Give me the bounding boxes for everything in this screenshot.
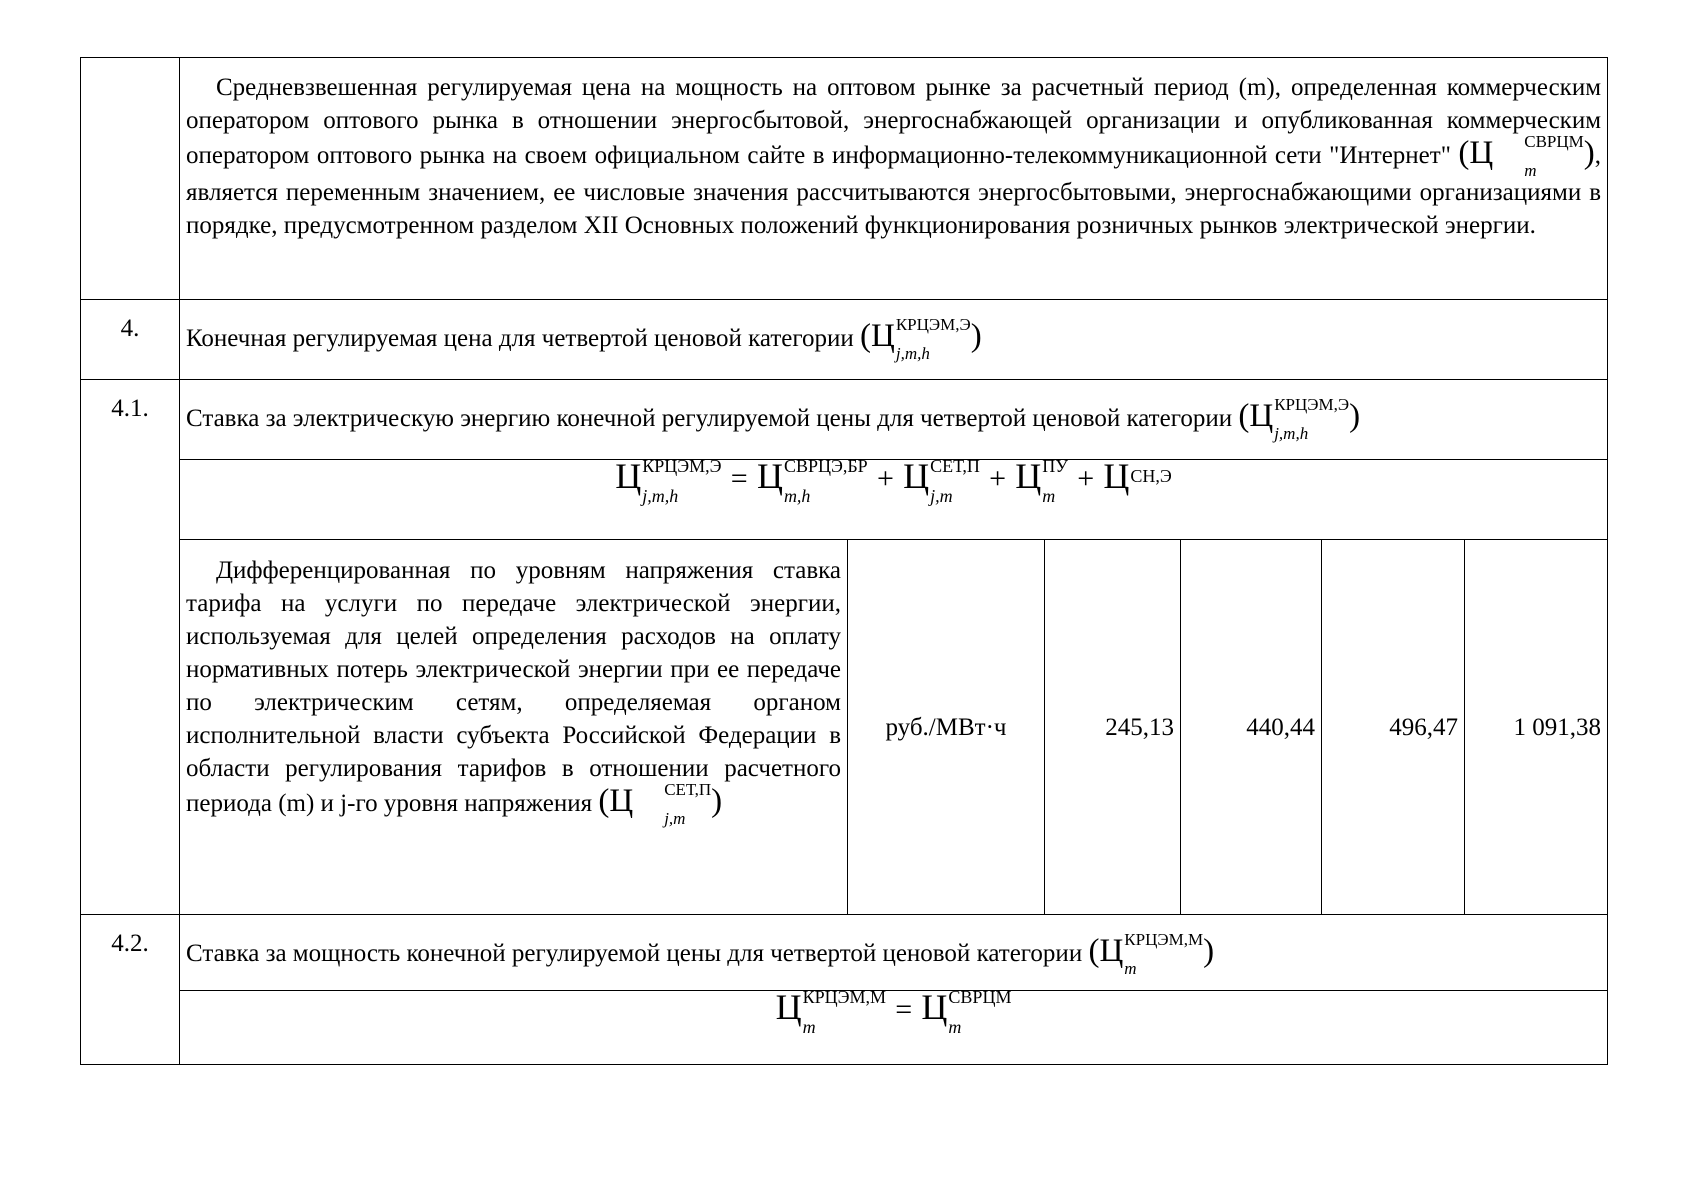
value-cell: 1 091,38 bbox=[1465, 540, 1608, 915]
row-4-2-title-cell bbox=[180, 915, 1608, 991]
value-cell: 245,13 bbox=[1045, 540, 1181, 915]
formula-cell bbox=[180, 987, 1608, 1065]
capacity-rate-formula: Ц КРЦЭМ,М m = Ц СВРЦМ m bbox=[775, 987, 1012, 1038]
row-number: 4.2. bbox=[81, 915, 180, 1065]
price-symbol-set-p: (Ц СЕТ,П j,m ) bbox=[598, 780, 723, 829]
tariff-description: Дифференцированная по уровням напряжения ставка тарифа на услуги по передаче электрической энергии, используемая для целей определения расходов на оплату нормативных потерь электрической энергии при ее передаче по электрическим сетям, определяемая органом исполнительной власти субъекта Российской Федерации в области регулирования тарифов в отношении расчетного периода (m) и j-го уровня напряжения bbox=[186, 557, 841, 817]
formula-cell bbox=[180, 456, 1608, 540]
row-4-title-cell bbox=[180, 300, 1608, 380]
tariff-description-cell bbox=[180, 540, 848, 915]
empty-number-cell bbox=[81, 58, 180, 300]
energy-rate-formula: Ц КРЦЭМ,Э j,m,h = Ц СВРЦЭ,БР m,h + Ц СЕТ,П j,m + Ц ПУ m + Ц СН,Э bbox=[615, 456, 1172, 507]
intro-text-before: Средневзвешенная регулируемая цена на мощность на оптовом рынке за расчетный период (m), определенная коммерческим оператором оптового рынка в отношении энергосбытовой, энергоснабжающей организации и опубликованная коммерческим оператором оптового рынка на своем официальном сайте в информационно-телекоммуникационной сети "Интернет" bbox=[186, 74, 1602, 169]
intro-row bbox=[81, 58, 1608, 300]
intro-paragraph-cell bbox=[180, 58, 1608, 300]
price-symbol-krcem-e: (Ц КРЦЭМ,Э j,m,h ) bbox=[860, 315, 982, 364]
equals-sign: = bbox=[895, 993, 913, 1026]
row-4-text: Конечная регулируемая цена для четвертой ценовой категории bbox=[186, 325, 854, 352]
row-number: 4. bbox=[81, 300, 180, 380]
price-symbol-krcem-e: (Ц КРЦЭМ,Э j,m,h ) bbox=[1238, 395, 1361, 444]
formula-row-4-1 bbox=[81, 460, 1608, 540]
row-4-1-title-cell bbox=[180, 380, 1608, 460]
row-4 bbox=[81, 300, 1608, 380]
plus-sign: + bbox=[989, 462, 1006, 495]
row-number: 4.1. bbox=[81, 380, 180, 915]
intro-text-after: , является переменным значением, ее числовые значения рассчитываются энергосбытовыми, энергоснабжающими организациями в порядке, предусмотренном разделом XII Основных положений функционирования розничных рынков электрической энергии. bbox=[186, 142, 1602, 240]
equals-sign: = bbox=[730, 462, 748, 495]
price-symbol-krcem-m: (Ц КРЦЭМ,М m ) bbox=[1088, 930, 1215, 979]
formula-row-4-2 bbox=[81, 991, 1608, 1065]
row-4-2-text: Ставка за мощность конечной регулируемой цены для четвертой ценовой категории bbox=[186, 940, 1083, 967]
row-4-1 bbox=[81, 380, 1608, 460]
value-cell: 440,44 bbox=[1181, 540, 1322, 915]
tariff-table bbox=[80, 57, 1608, 1065]
plus-sign: + bbox=[1077, 462, 1095, 495]
price-symbol-svrcm: (Ц СВРЦМ m ) bbox=[1458, 132, 1595, 181]
row-4-2 bbox=[81, 915, 1608, 991]
value-cell: 496,47 bbox=[1322, 540, 1465, 915]
unit-cell: руб./МВт·ч bbox=[848, 540, 1045, 915]
row-4-1-text: Ставка за электрическую энергию конечной регулируемой цены для четвертой ценовой категории bbox=[186, 405, 1233, 432]
plus-sign: + bbox=[876, 462, 894, 495]
tariff-data-row bbox=[81, 540, 1608, 915]
